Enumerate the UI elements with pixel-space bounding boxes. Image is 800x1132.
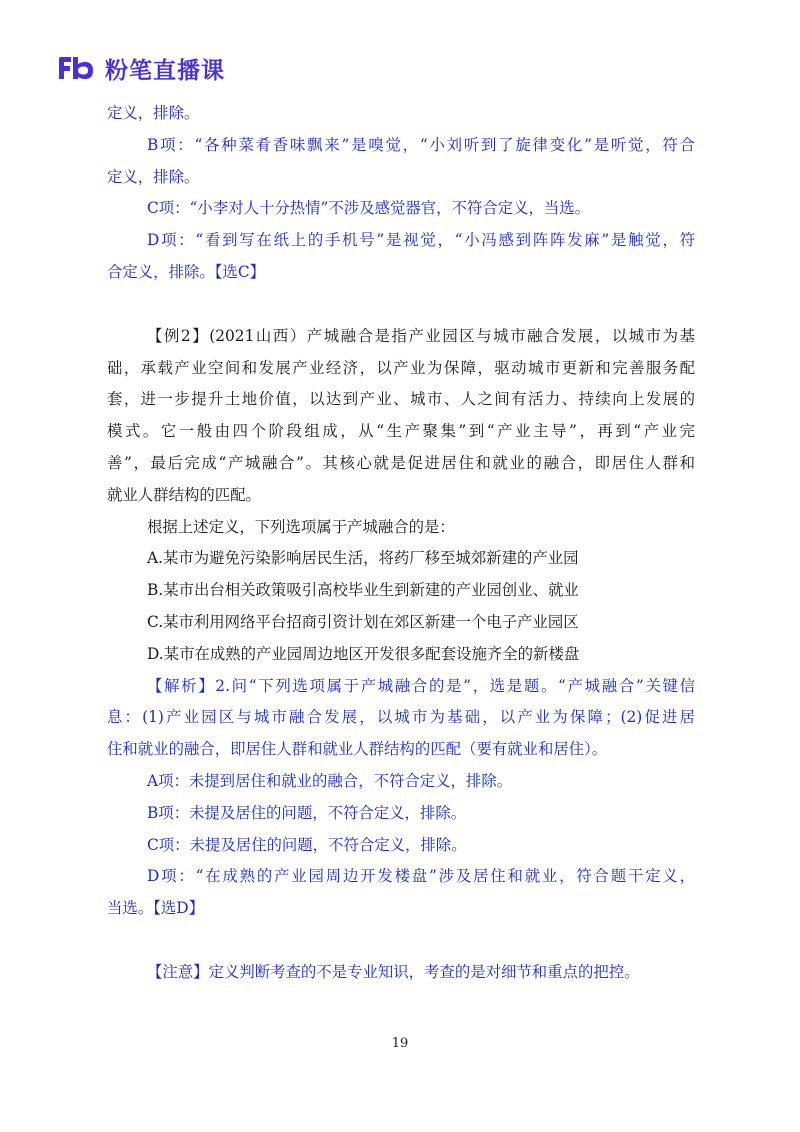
text-line: C项：未提及居住的问题，不符合定义，排除。: [147, 835, 467, 854]
option-b: B.某市出台相关政策吸引高校毕业生到新建的产业园创业、就业: [147, 581, 579, 600]
brand-header: [57, 50, 225, 86]
page-number: 19: [391, 1036, 409, 1051]
text-line: 模式。它一般由四个阶段组成，从“生产聚集”到“产业主导”，再到“产业完: [107, 422, 695, 441]
text-line: 住和就业的融合，即居住人群和就业人群结构的匹配（要有就业和居住）。: [107, 740, 608, 759]
text-line: B项：未提及居住的问题，不符合定义，排除。: [147, 803, 467, 822]
text-line: 息：(1)产业园区与城市融合发展，以城市为基础，以产业为保障；(2)促进居: [107, 708, 695, 727]
text-line: C项：“小李对人十分热情”不涉及感觉器官，不符合定义，当选。: [147, 199, 591, 218]
text-line: 当选。【选D】: [107, 899, 204, 918]
option-a: A.某市为避免污染影响居民生活，将药厂移至城郊新建的产业园: [147, 549, 579, 568]
text-line: B项：“各种菜肴香味飘来”是嗅觉，“小刘听到了旋律变化”是听觉，符合: [147, 135, 695, 154]
option-d: D.某市在成熟的产业园周边地区开发很多配套设施齐全的新楼盘: [147, 644, 580, 663]
text-line: 善”，最后完成“产城融合”。其核心就是促进居住和就业的融合，即居住人群和: [107, 453, 695, 472]
text-line: 【例2】(2021山西）产城融合是指产业园区与城市融合发展，以城市为基: [147, 326, 695, 345]
text-line: D项：“在成熟的产业园周边开发楼盘”涉及居住和就业，符合题干定义，: [147, 867, 695, 886]
note-line: 【注意】定义判断考查的不是专业知识，考查的是对细节和重点的把控。: [147, 962, 640, 981]
text-line: 就业人群结构的匹配。: [107, 485, 261, 504]
text-line: 合定义，排除。【选C】: [107, 262, 265, 281]
text-line: 定义，排除。: [107, 167, 200, 186]
fenbi-logo-icon: [57, 55, 97, 81]
text-line: 套，进一步提升土地价值，以达到产业、城市、人之间有活力、持续向上发展的: [107, 390, 695, 409]
page-content: [107, 98, 695, 989]
text-line: 【解析】2.问“下列选项属于产城融合的是”，选是题。“产城融合”关键信: [147, 676, 695, 695]
brand-name: 粉笔直播课: [105, 57, 225, 84]
text-line: D项：“看到写在纸上的手机号”是视觉，“小冯感到阵阵发麻”是触觉，符: [147, 231, 695, 250]
text-line: 定义，排除。: [107, 104, 200, 122]
option-c: C.某市利用网络平台招商引资计划在郊区新建一个电子产业园区: [147, 612, 579, 631]
text-line: 根据上述定义，下列选项属于产城融合的是：: [147, 517, 455, 536]
text-line: A项：未提到居住和就业的融合，不符合定义，排除。: [147, 771, 513, 790]
text-line: 础，承载产业空间和发展产业经济，以产业为保障，驱动城市更新和完善服务配: [107, 358, 695, 377]
